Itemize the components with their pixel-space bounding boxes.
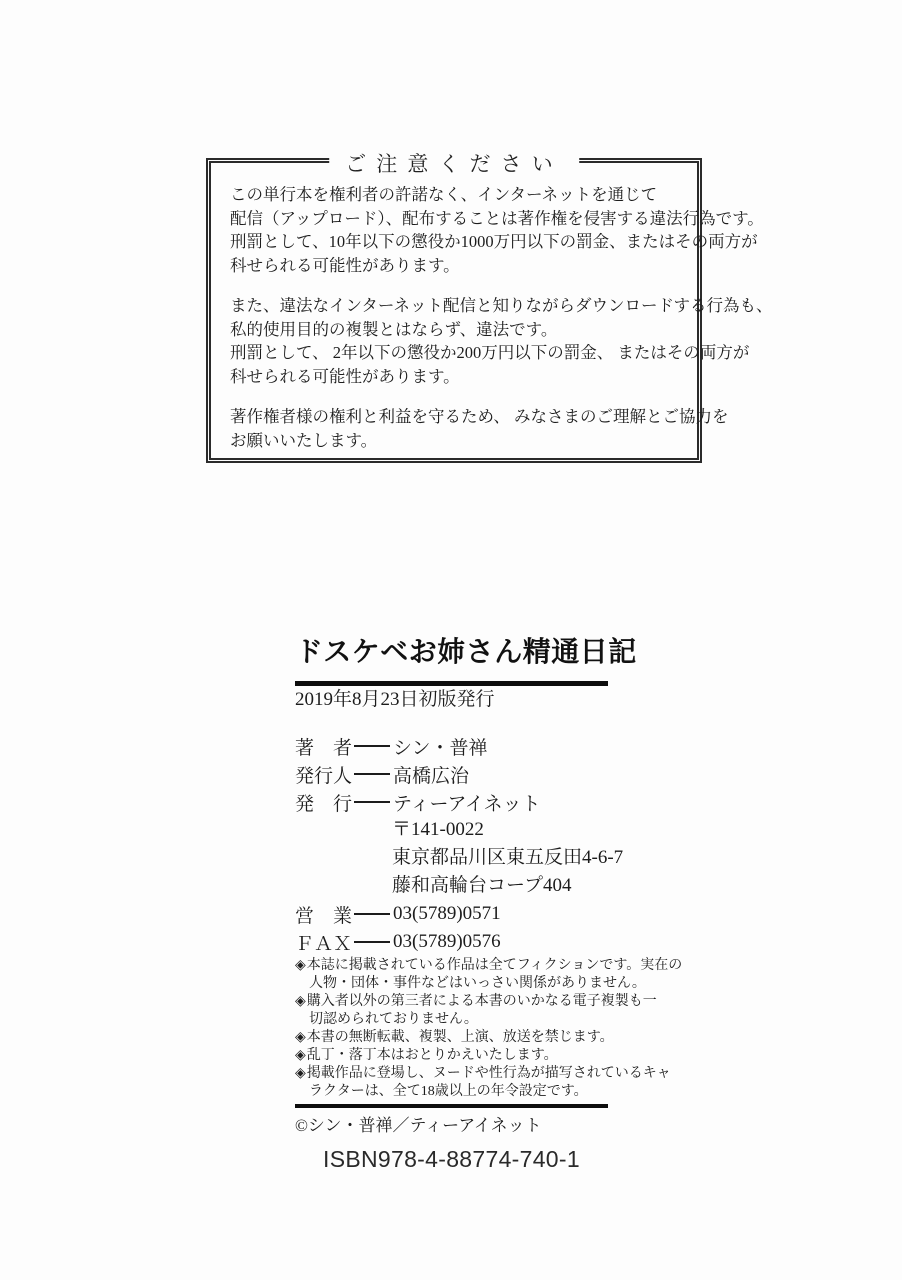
warning-box-body — [211, 163, 773, 452]
note-text: 購入者以外の第三者による本書のいかなる電子複製も一 — [306, 994, 657, 1009]
warning-paragraph — [230, 405, 729, 452]
colophon-block — [295, 637, 683, 1173]
sales-label: 営 業 — [295, 905, 353, 927]
note-line — [295, 1029, 640, 1047]
warning-text-line: 配信（アップロード）、配布することは著作権を侵害する違法行為です。 — [230, 208, 764, 228]
note-text: 乱丁・落丁本はおとりかえいたします。 — [306, 1048, 558, 1063]
note-line — [295, 993, 657, 1011]
isbn-number: ISBN978-4-88774-740-1 — [323, 1146, 580, 1172]
diamond-bullet-icon: ◈ — [295, 1066, 306, 1081]
note-text: 切認められておりません。 — [309, 1012, 478, 1027]
warning-paragraph — [230, 294, 773, 388]
label-dash — [354, 941, 390, 943]
copyright-warning-box — [206, 152, 773, 463]
note-text: 本誌に掲載されている作品は全てフィクションです。実在の — [306, 958, 683, 973]
fax-row — [295, 928, 640, 956]
diamond-bullet-icon: ◈ — [295, 994, 306, 1009]
note-line — [295, 957, 683, 975]
title-divider-rule — [295, 681, 608, 686]
warning-text-line: 科せられる可能性があります。 — [230, 366, 460, 386]
label-dash — [354, 745, 390, 747]
sales-phone-row — [295, 900, 640, 928]
postal-code: 〒141-0022 — [392, 819, 484, 840]
copyright-divider-rule — [295, 1104, 608, 1108]
label-dash — [354, 801, 390, 803]
note-text: 本書の無断転載、複製、上演、放送を禁じます。 — [306, 1030, 614, 1045]
note-line — [295, 1065, 671, 1083]
author-label: 著 者 — [295, 737, 353, 759]
publisher-label: 発 行 — [295, 793, 353, 815]
warning-box-title: ご注意ください — [329, 148, 579, 178]
issuer-label: 発行人 — [295, 765, 353, 787]
note-line — [295, 975, 646, 993]
note-text: 掲載作品に登場し、ヌードや性行為が描写されているキャ — [306, 1066, 671, 1081]
fax-number: 03(5789)0576 — [393, 931, 501, 952]
diamond-bullet-icon: ◈ — [295, 1030, 306, 1045]
note-text: ラクターは、全て18歳以上の年令設定です。 — [309, 1084, 588, 1099]
note-line — [295, 1047, 640, 1065]
label-dash — [354, 773, 390, 775]
note-line — [295, 1011, 640, 1029]
author-name: シン・普禅 — [393, 737, 488, 759]
issuer-row — [295, 760, 640, 788]
legal-notes — [295, 957, 683, 1101]
warning-text-line: 私的使用目的の複製とはならず、違法です。 — [230, 319, 558, 339]
note-text: 人物・団体・事件などはいっさい関係がありません。 — [309, 976, 646, 991]
warning-paragraph — [230, 183, 764, 277]
warning-text-line: この単行本を権利者の許諾なく、インターネットを通じて — [230, 185, 658, 204]
diamond-bullet-icon: ◈ — [295, 1048, 306, 1063]
copyright-line: ©シン・普禅／ティーアイネット — [295, 1116, 542, 1135]
diamond-bullet-icon: ◈ — [295, 958, 306, 973]
issuer-name: 高橋広治 — [393, 765, 470, 787]
publication-info — [295, 732, 640, 956]
warning-text-line: 刑罰として、10年以下の懲役か1000万円以下の罰金、またはその両方が — [230, 232, 758, 251]
warning-text-line: 著作権者様の権利と利益を守るため、 みなさまのご理解とご協力を — [230, 407, 729, 426]
author-row — [295, 732, 640, 760]
publisher-name: ティーアイネット — [393, 793, 541, 815]
sales-phone-number: 03(5789)0571 — [393, 903, 501, 924]
warning-text-line: 刑罰として、 2年以下の懲役か200万円以下の罰金、 またはその両方が — [230, 343, 750, 362]
publisher-row — [295, 788, 640, 816]
label-dash — [354, 913, 390, 915]
edition-date: 2019年8月23日初版発行 — [295, 689, 495, 710]
book-title: ドスケベお姉さん精通日記 — [295, 637, 637, 668]
warning-text-line: お願いいたします。 — [230, 430, 378, 450]
fax-label: ＦＡＸ — [295, 933, 353, 955]
address-line: 東京都品川区東五反田4-6-7 — [392, 847, 624, 868]
warning-text-line: 科せられる可能性があります。 — [230, 255, 460, 275]
note-line — [295, 1083, 640, 1101]
warning-text-line: また、違法なインターネット配信と知りながらダウンロードする行為も、 — [230, 296, 773, 315]
address-line: 藤和高輪台コープ404 — [392, 875, 572, 896]
